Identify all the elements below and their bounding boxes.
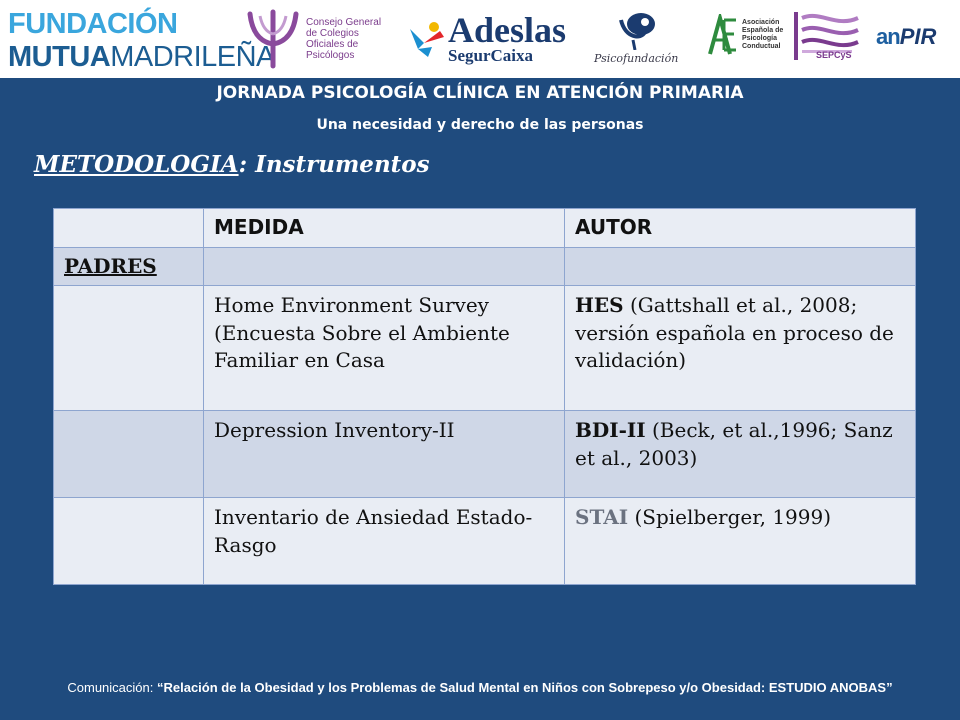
page-subtitle: Una necesidad y derecho de las personas (316, 117, 644, 133)
psicofundacion-logo (594, 10, 678, 65)
fundacion-logo-line2: MUTUAMADRILEÑA (8, 41, 275, 73)
caixa-star-icon (404, 17, 448, 61)
footer-title: “Relación de la Obesidad y los Problemas de Salud Mental en Niños con Sobrepeso y/o Obesidad: ESTUDIO ANOBAS” (156, 680, 893, 695)
table-cell-empty (565, 248, 916, 286)
cop-logo-text: Consejo General de Colegios Oficiales de Psicólogos (306, 16, 382, 62)
sepcys-logo-text: SEPCyS (816, 50, 852, 60)
psicofundacion-caption: Psicofundación (594, 52, 679, 65)
table-cell-empty (204, 248, 565, 286)
instrument-author: (Gattshall et al., 2008; versión española en proceso de validación) (575, 293, 894, 373)
fundacion-mutua-madrilena-logo (8, 10, 275, 72)
logo-bar (0, 0, 960, 78)
header-cell-autor: AUTOR (565, 209, 916, 248)
header-cell-medida: MEDIDA (204, 209, 565, 248)
table-header-row (54, 209, 916, 248)
table-cell-empty (54, 498, 204, 585)
anpir-pir: PIR (899, 24, 937, 49)
cop-logo (244, 8, 386, 70)
table-group-row (54, 248, 916, 286)
author-cell (565, 498, 916, 585)
aepc-logo-text: Asociación Española de Psicología Conductual (742, 18, 784, 51)
adeslas-sub: SegurCaixa (448, 46, 533, 65)
table-cell-empty (54, 411, 204, 498)
section-heading (34, 151, 430, 178)
footer-communication (0, 679, 960, 697)
instruments-table (53, 208, 916, 585)
section-heading-underlined: METODOLOGIA (34, 151, 239, 178)
adeslas-name: Adeslas (448, 10, 567, 50)
anpir-logo (876, 24, 936, 50)
sepcys-logo (790, 8, 864, 60)
table-row (54, 286, 916, 411)
table-row (54, 411, 916, 498)
measure-cell: Inventario de Ansiedad Estado-Rasgo (204, 498, 565, 585)
anpir-an: an (876, 24, 900, 49)
instrument-author: (Beck, et al.,1996; Sanz et al., 2003) (575, 418, 893, 470)
table-cell-empty (54, 286, 204, 411)
group-label-padres: PADRES (54, 248, 204, 286)
instrument-abbr: HES (575, 293, 624, 317)
author-cell (565, 286, 916, 411)
adeslas-logo (404, 12, 566, 66)
author-cell (565, 411, 916, 498)
measure-cell: Depression Inventory-II (204, 411, 565, 498)
psicofundacion-mark-icon (611, 10, 661, 50)
instrument-abbr: STAI (575, 505, 629, 529)
section-heading-rest: : Instrumentos (238, 151, 430, 178)
page-title: JORNADA PSICOLOGÍA CLÍNICA EN ATENCIÓN PRIMARIA (216, 83, 744, 103)
instrument-abbr: BDI-II (575, 418, 646, 442)
header-cell-empty (54, 209, 204, 248)
measure-cell: Home Environment Survey (Encuesta Sobre el Ambiente Familiar en Casa (204, 286, 565, 411)
psi-symbol-icon (244, 8, 302, 70)
footer-prefix: Comunicación: (67, 680, 157, 695)
instrument-author: (Spielberger, 1999) (628, 505, 832, 529)
aepc-mark-icon (706, 14, 738, 56)
fundacion-logo-line1: FUNDACIÓN (8, 8, 178, 40)
aepc-logo (706, 14, 784, 56)
table-row (54, 498, 916, 585)
